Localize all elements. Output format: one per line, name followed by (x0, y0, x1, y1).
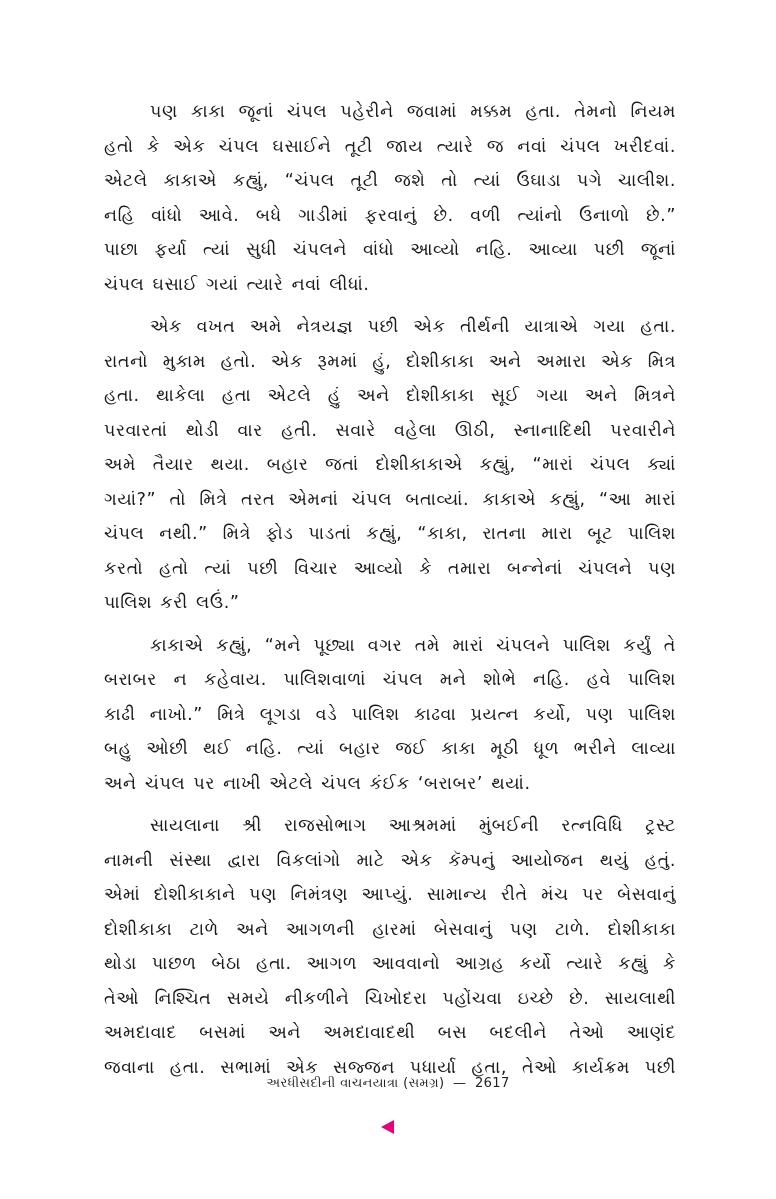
text-line: હતા. થાકેલા હતા એટલે હું અને દોશીકાકા સૂઈ ગયા અને મિત્રને (104, 386, 676, 406)
text-line: કરતો હતો ત્યાં પછી વિચાર આવ્યો કે તમારા બન્નેનાં ચંપલને પણ (104, 558, 676, 579)
text-line: એમાં દોશીકાકાને પણ નિમંત્રણ આપ્યું. સામાન્ય રીતે મંચ પર બેસવાનું (104, 885, 676, 905)
text-line: અમે તૈયાર થયા. બહાર જતાં દોશીકાકાએ કહ્યું, “મારાં ચંપલ ક્યાં (104, 455, 676, 475)
text-line: કાઢી નાખો.” મિત્રે લૂગડા વડે પાલિશ કાઢવા પ્રયત્ન કર્યો, પણ પાલિશ (104, 704, 676, 725)
text-line: બરાબર ન કહેવાય. પાલિશવાળાં ચંપલ મને શોભે નહિ. હવે પાલિશ (104, 670, 676, 690)
text-line: ગયાં?” તો મિત્રે તરત એમનાં ચંપલ બતાવ્યાં. કાકાએ કહ્યું, “આ મારાં (104, 489, 676, 510)
text-line: એટલે કાકાએ કહ્યું, “ચંપલ તૂટી જશે તો ત્યાં ઉઘાડા પગે ચાલીશ. (104, 171, 676, 191)
text-line: અને ચંપલ પર નાખી એટલે ચંપલ કંઈક ‘બરાબર’ થયાં. (104, 773, 531, 794)
page-footer (0, 1076, 776, 1091)
text-line: દોશીકાકા ટાળે અને આગળની હારમાં બેસવાનું પણ ટાળે. દોશીકાકા (104, 919, 676, 940)
text-line: સાયલાના શ્રી રાજસોભાગ આશ્રમમાં મુંબઈની રત્નવિધિ ટ્રસ્ટ (150, 816, 676, 836)
text-line: હતો કે એક ચંપલ ઘસાઈને તૂટી જાય ત્યારે જ નવાં ચંપલ ખરીદવાં. (104, 136, 676, 157)
text-line: નામની સંસ્થા દ્વારા વિકલાંગો માટે એક કૅમ્પનું આયોજન થયું હતું. (104, 850, 676, 871)
page-number: 2617 (474, 1076, 510, 1091)
text-line: અમદાવાદ બસમાં અને અમદાવાદથી બસ બદલીને તેઓ આણંદ (104, 1023, 676, 1043)
text-line: નહિ વાંધો આવે. બધે ગાડીમાં ફરવાનું છે. વળી ત્યાંનો ઉનાળો છે.” (104, 205, 676, 226)
text-line: બહુ ઓછી થઈ નહિ. ત્યાં બહાર જઈ કાકા મૂઠી ધૂળ ભરીને લાવ્યા (104, 739, 676, 759)
paragraph-1 (104, 95, 676, 302)
text-line: થોડા પાછળ બેઠા હતા. આગળ આવવાનો આગ્રહ કર્યો ત્યારે કહ્યું કે (104, 954, 676, 974)
text-line: પાલિશ કરી લઉં.” (104, 593, 240, 613)
footer-separator: — (452, 1076, 467, 1091)
book-title: અરધીસદીની વાચનયાત્રા (સમગ્ર) (266, 1076, 445, 1091)
text-line: ચંપલ ઘસાઈ ગયાં ત્યારે નવાં લીધાં. (104, 274, 370, 295)
text-line: ચંપલ નથી.” મિત્રે ફોડ પાડતાં કહ્યું, “કાકા, રાતના મારા બૂટ પાલિશ (104, 524, 676, 544)
paragraph-3 (104, 629, 676, 802)
text-line: એક વખત અમે નેત્રયજ્ઞ પછી એક તીર્થની યાત્રાએ ગયા હતા. (150, 317, 676, 337)
body-text (104, 95, 676, 1093)
text-line: કાકાએ કહ્યું, “મને પૂછ્યા વગર તમે મારાં ચંપલને પાલિશ કર્યું તે (150, 635, 676, 656)
paragraph-2 (104, 310, 676, 621)
triangle-left-icon[interactable] (381, 1120, 394, 1134)
text-line: તેઓ નિશ્ચિત સમયે નીકળીને ચિખોદરા પહોંચવા ઇચ્છે છે. સાયલાથી (104, 988, 676, 1009)
text-line: પણ કાકા જૂનાં ચંપલ પહેરીને જવામાં મક્કમ હતા. તેમનો નિયમ (150, 102, 676, 122)
text-line: પરવારતાં થોડી વાર હતી. સવારે વહેલા ઊઠી, સ્નાનાદિથી પરવારીને (104, 420, 676, 441)
text-line: જવાના હતા. સભામાં એક સજ્જન પધાર્યા હતા, તેઓ કાર્યક્રમ પછી (104, 1057, 676, 1078)
text-line: રાતનો મુકામ હતો. એક રૂમમાં હું, દોશીકાકા અને અમારા એક મિત્ર (104, 351, 676, 372)
paragraph-4 (104, 809, 676, 1085)
text-line: પાછા ફર્યા ત્યાં સુધી ચંપલને વાંધો આવ્યો નહિ. આવ્યા પછી જૂનાં (104, 240, 676, 260)
